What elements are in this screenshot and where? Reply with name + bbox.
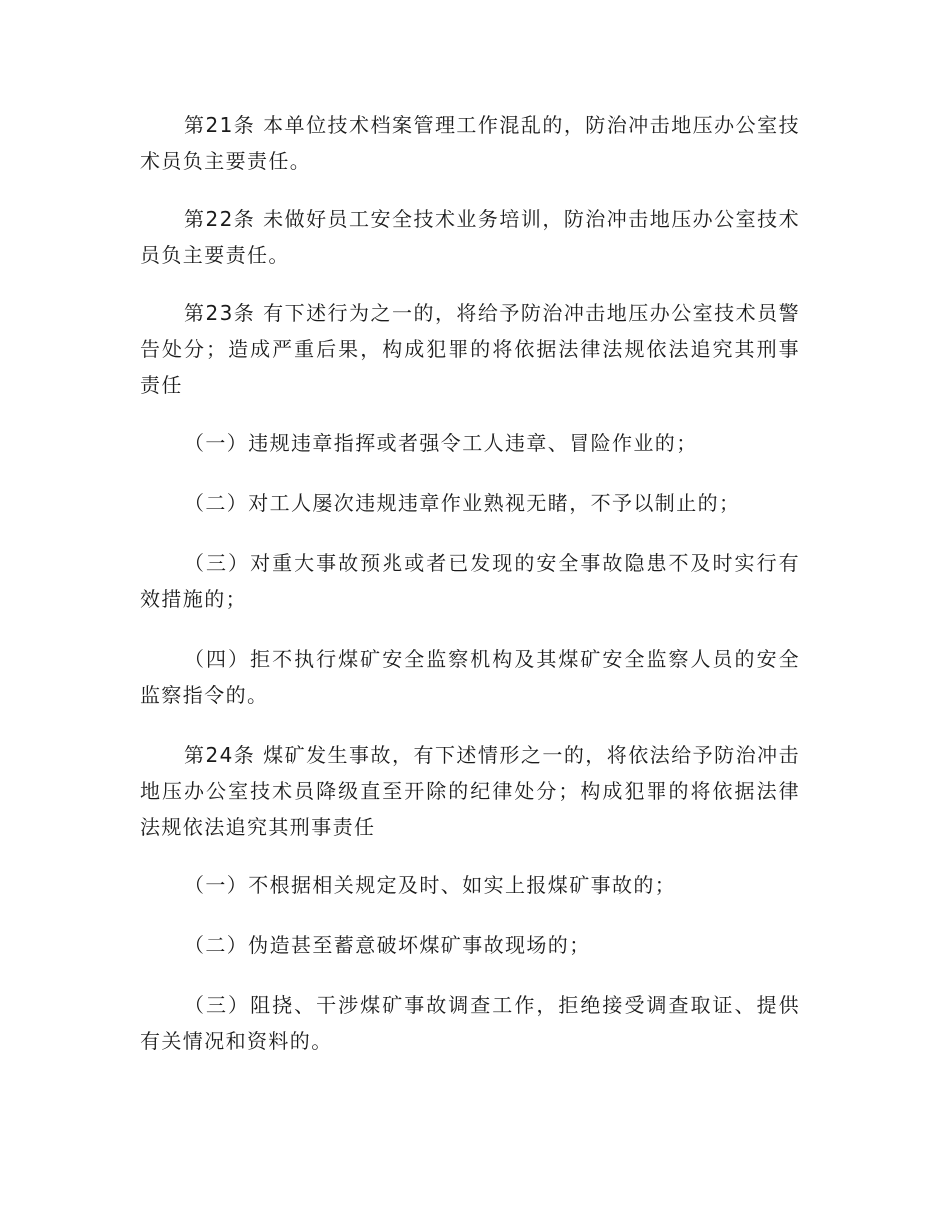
document-body xyxy=(140,107,800,1083)
article-23-paragraph: 第23条 有下述行为之一的，将给予防治冲击地压办公室技术员警告处分；造成严重后果，构成犯罪的将依据法律法规依法追究其刑事责任 xyxy=(140,301,800,397)
article-23-item-1: （一）违规违章指挥或者强令工人违章、冒险作业的； xyxy=(184,431,698,455)
article-23-item-2: （二）对工人屡次违规违章作业熟视无睹，不予以制止的； xyxy=(184,491,741,515)
article-24-item-3: （三）阻挠、干涉煤矿事故调查工作，拒绝接受调查取证、提供有关情况和资料的。 xyxy=(140,993,800,1053)
article-23-item-3: （三）对重大事故预兆或者已发现的安全事故隐患不及时实行有效措施的； xyxy=(140,551,800,611)
article-24-item-1: （一）不根据相关规定及时、如实上报煤矿事故的； xyxy=(184,873,677,897)
article-23-item-4: （四）拒不执行煤矿安全监察机构及其煤矿安全监察人员的安全监察指令的。 xyxy=(140,647,800,707)
article-24-paragraph: 第24条 煤矿发生事故，有下述情形之一的，将依法给予防治冲击地压办公室技术员降级直至开除的纪律处分；构成犯罪的将依据法律法规依法追究其刑事责任 xyxy=(140,743,800,839)
article-21-paragraph: 第21条 本单位技术档案管理工作混乱的，防治冲击地压办公室技术员负主要责任。 xyxy=(140,113,800,173)
article-22-paragraph: 第22条 未做好员工安全技术业务培训，防治冲击地压办公室技术员负主要责任。 xyxy=(140,207,800,267)
article-24-item-2: （二）伪造甚至蓄意破坏煤矿事故现场的； xyxy=(184,933,591,957)
